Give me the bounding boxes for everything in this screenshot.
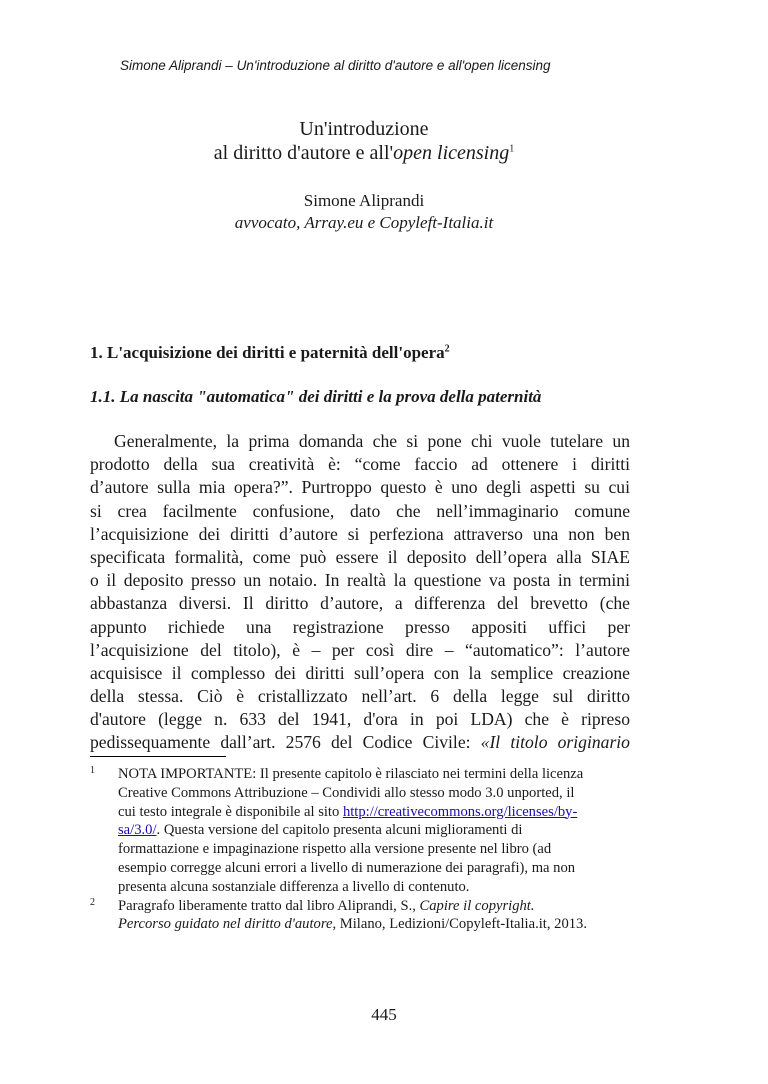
subsection-heading: 1.1. La nascita "automatica" dei diritti e la prova della paternità — [90, 387, 542, 406]
author-affiliation: avvocato, Array.eu e Copyleft-Italia.it — [234, 213, 494, 232]
footnote-ref-1[interactable]: 1 — [509, 143, 515, 155]
body-line: l’acquisizione dei diritti d’autore si perfeziona attraverso una non ben — [90, 523, 630, 544]
footnote-line: NOTA IMPORTANTE: Il presente capitolo è rilasciato nei termini della licenza — [118, 766, 584, 782]
footnote-line: Creative Commons Attribuzione – Condividi allo stesso modo 3.0 unported, il — [118, 784, 575, 801]
footnote-text: . Questa versione del capitolo presenta alcuni miglioramenti di — [156, 822, 523, 839]
section-heading — [90, 341, 638, 365]
body-line: d'autore (legge n. 633 del 1941, d'ora in poi LDA) che è ripreso — [90, 709, 630, 730]
footnote-line: presenta alcuna sostanziale differenza a livello di contenuto. — [118, 878, 470, 895]
body-line: o il deposito presso un notaio. In realtà la questione va posta in termini — [90, 570, 630, 591]
book-title-italic: Capire il copyright. — [419, 897, 535, 914]
footnote-2 — [90, 897, 638, 935]
footnote-1 — [90, 765, 638, 897]
section-heading-text: 1. L'acquisizione dei diritti e paternità dell'opera — [90, 343, 445, 362]
footnote-text: Paragrafo liberamente tratto dal libro Aliprandi, S., — [118, 897, 420, 914]
title-line-2-italic: open licensing — [393, 142, 510, 164]
footnote-line: esempio corregge alcuni errori a livello di numerazione dei paragrafi), ma non — [118, 859, 576, 876]
page-number: 445 — [371, 1005, 397, 1024]
body-line: d’autore sulla mia opera?”. Purtroppo questo è uno degli aspetti su cui — [90, 477, 630, 498]
body-line: acquisisce il complesso dei diritti sull’opera con la semplice creazione — [90, 662, 630, 683]
body-line: l’acquisizione del titolo), è – per così dire – “automatico”: l’autore — [90, 639, 630, 660]
footnote-text: , Milano, Ledizioni/Copyleft-Italia.it, 2013. — [332, 916, 587, 933]
footnote-text: cui testo integrale è disponibile al sito — [118, 803, 343, 820]
running-header: Simone Aliprandi – Un'introduzione al diritto d'autore e all'open licensing — [120, 58, 551, 73]
footnote-number: 2 — [90, 896, 95, 908]
footnote-line — [118, 803, 638, 822]
body-last-text: pedissequamente dall’art. 2576 del Codice Civile: — [90, 732, 481, 753]
body-line: specificata formalità, come può essere il deposito dell’opera alla SIAE — [90, 546, 630, 567]
title-line-1: Un'introduzione — [299, 118, 429, 140]
body-paragraph — [90, 430, 630, 755]
footnote-separator — [90, 756, 226, 757]
footnote-line — [118, 915, 638, 934]
body-line-last — [90, 731, 630, 754]
footnote-line: formattazione e impaginazione rispetto alla versione presente nel libro (ad — [118, 841, 552, 858]
body-line: della stessa. Ciò è cristallizzato nell’art. 6 della legge sul diritto — [90, 686, 630, 707]
body-last-italic: «Il titolo originario — [480, 732, 630, 753]
author-name: Simone Aliprandi — [303, 191, 425, 210]
body-line: si crea facilmente confusione, dato che nell’immaginario comune — [90, 500, 630, 521]
book-subtitle-italic: Percorso guidato nel diritto d'autore — [118, 916, 333, 933]
footnote-ref-2[interactable]: 2 — [444, 343, 450, 355]
body-line: Generalmente, la prima domanda che si pone chi vuole tutelare un — [114, 431, 630, 451]
license-link[interactable]: http://creativecommons.org/licenses/by- — [342, 803, 578, 820]
title-line-2 — [90, 140, 638, 166]
body-line: abbastanza diversi. Il diritto d’autore, a differenza del brevetto (che — [90, 593, 630, 614]
license-link-cont[interactable]: sa/3.0/ — [118, 822, 157, 839]
footnote-number: 1 — [90, 765, 95, 776]
footnotes — [90, 765, 638, 934]
footnote-line — [118, 821, 638, 840]
body-line: appunto richiede una registrazione presso appositi uffici per — [90, 616, 630, 637]
body-line: prodotto della sua creatività è: “come faccio ad ottenere i diritti — [90, 454, 630, 475]
title-line-2-text: al diritto d'autore e all' — [213, 142, 394, 164]
footnote-line — [118, 897, 638, 916]
